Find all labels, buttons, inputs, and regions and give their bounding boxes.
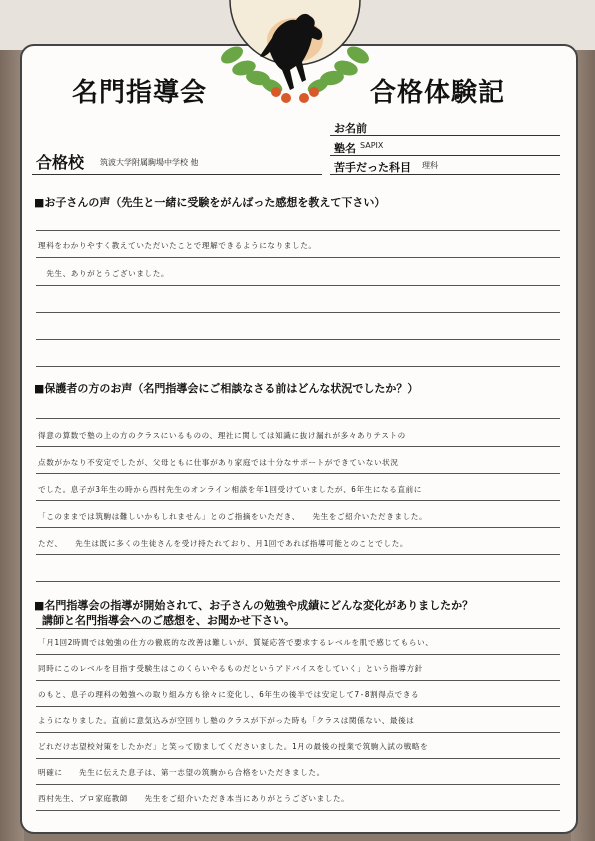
ruled-line — [36, 810, 560, 811]
ruled-line — [36, 784, 560, 785]
ruled-line — [36, 366, 560, 367]
ruled-line — [36, 758, 560, 759]
ruled-line — [36, 554, 560, 555]
ruled-line — [36, 312, 560, 313]
ruled-line — [36, 339, 560, 340]
cram-school-label: 塾名 — [334, 142, 356, 155]
guardian-voice-heading: ■保護者の方のお声（名門指導会にご相談なさる前はどんな状況でしたか？） — [34, 382, 419, 395]
ruled-line — [36, 285, 560, 286]
weak-subject-underline — [330, 174, 560, 175]
left-title: 名門指導会 — [72, 78, 208, 108]
ruled-line — [36, 732, 560, 733]
child-voice-heading: ■お子さんの声（先生と一緒に受験をがんばった感想を教えて下さい） — [34, 196, 386, 209]
name-underline — [330, 135, 560, 136]
cram-school-value: SAPIX — [360, 141, 384, 150]
black-horse-emblem-icon — [210, 0, 380, 110]
ruled-line — [36, 257, 560, 258]
passed-school-value: 筑波大学附属駒場中学校 他 — [100, 158, 199, 167]
ruled-line — [36, 473, 560, 474]
change-line: 明確に 先生に伝えた息子は、第一志望の筑駒から合格をいただきました。 — [38, 768, 325, 777]
change-line: ようになりました。直前に意気込みが空回りし塾のクラスが下がった時も「クラスは関係ない、最後は — [38, 716, 415, 725]
guardian-voice-line: 得意の算数で塾の上の方のクラスにいるものの、理社に関しては知識に抜け漏れが多々ありテストの — [38, 431, 406, 440]
guardian-voice-line: ただ、 先生は既に多くの生徒さんを受け持たれており、月1回であれば指導可能とのことでした。 — [38, 539, 409, 548]
cram-school-underline — [330, 155, 560, 156]
change-line: 同時にこのレベルを目指す受験生はこのくらいやるものだというアドバイスをしていく」という指導方針 — [38, 664, 423, 673]
ruled-line — [36, 418, 560, 419]
change-line: のもと、息子の理科の勉強への取り組み方も徐々に変化し、6年生の後半では安定して7-8割得点できる — [38, 690, 420, 699]
ruled-line — [36, 446, 560, 447]
change-heading: ■名門指導会の指導が開始されて、お子さんの勉強や成績にどんな変化がありましたか？ — [34, 599, 474, 612]
name-label: お名前 — [334, 122, 367, 135]
weak-subject-value: 理科 — [422, 161, 438, 170]
child-voice-line: 理科をわかりやすく教えていただいたことで理解できるようになりました。 — [38, 241, 317, 250]
guardian-voice-line: でした。息子が3年生の時から西村先生のオンライン相談を年1回受けていましたが、6年生になる直前に — [38, 485, 423, 494]
ruled-line — [36, 706, 560, 707]
passed-school-label: 合格校 — [36, 153, 85, 172]
ruled-line — [36, 628, 560, 629]
ruled-line — [36, 500, 560, 501]
weak-subject-label: 苦手だった科目 — [334, 161, 411, 174]
change-line: 西村先生、プロ家庭教師 先生をご紹介いただき本当にありがとうございました。 — [38, 794, 350, 803]
ruled-line — [36, 527, 560, 528]
child-voice-line: 先生、ありがとうございました。 — [38, 269, 170, 278]
ruled-line — [36, 680, 560, 681]
guardian-voice-line: 点数がかなり不安定でしたが、父母ともに仕事があり家庭では十分なサポートができていない状況 — [38, 458, 399, 467]
ruled-line — [36, 230, 560, 231]
passed-school-underline — [32, 174, 322, 175]
ruled-line — [36, 581, 560, 582]
change-line: 「月1回2時間では勉強の仕方の徹底的な改善は難しいが、質疑応答で要求するレベルを肌で感じてもらい、 — [38, 638, 434, 647]
change-subheading: 講師と名門指導会へのご感想を、お聞かせ下さい。 — [42, 614, 295, 627]
change-line: どれだけ志望校対策をしたかだ」と笑って励ましてくださいました。1月の最後の授業で筑駒入試の戦略を — [38, 742, 429, 751]
ruled-line — [36, 654, 560, 655]
right-title: 合格体験記 — [370, 78, 506, 108]
guardian-voice-line: 「このままでは筑駒は難しいかもしれません」とのご指摘をいただき、 先生をご紹介いただきました。 — [38, 512, 428, 521]
